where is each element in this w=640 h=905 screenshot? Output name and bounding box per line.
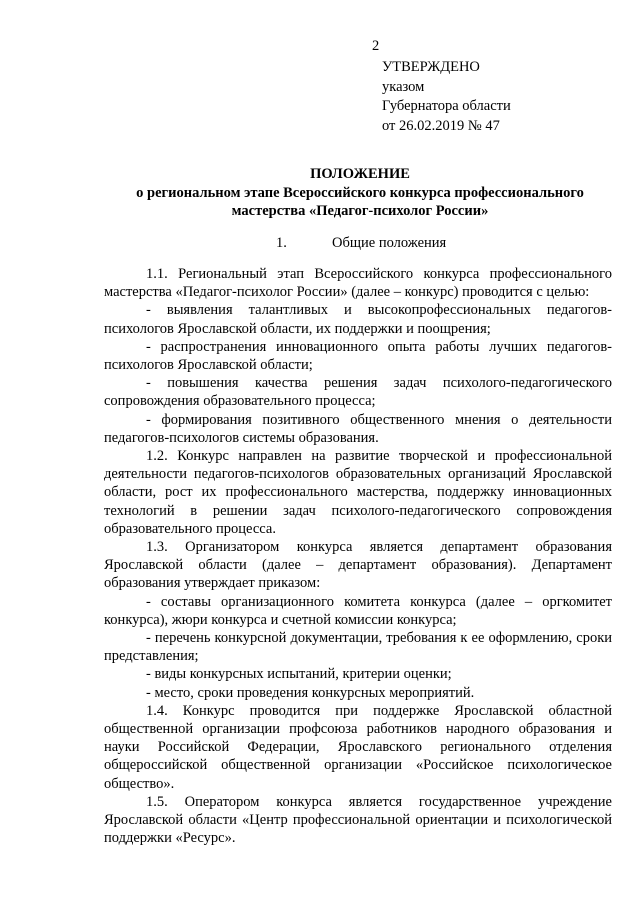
list-item: - перечень конкурсной документации, требования к ее оформлению, сроки представления;	[104, 630, 612, 665]
list-item: - повышения качества решения задач психолого-педагогического сопровождения образовательного процесса;	[104, 375, 612, 410]
paragraph: 1.4. Конкурс проводится при поддержке Ярославской областной общественной организации профсоюза работников народного образования и науки Российской Федерации, Ярославского регионального отделения общероссийской общественной организации «Российское психологическое общество».	[104, 702, 612, 792]
document-body	[104, 265, 612, 848]
list-item: - выявления талантливых и высокопрофессиональных педагогов-психологов Ярославской области, их поддержки и поощрения;	[104, 302, 612, 337]
document-subtitle: о региональном этапе Всероссийского конкурса профессионального	[136, 184, 584, 201]
paragraph: 1.1. Региональный этап Всероссийского конкурса профессионального мастерства «Педагог-психолог России» (далее – конкурс) проводится с целью:	[104, 266, 612, 301]
document-title: ПОЛОЖЕНИЕ	[310, 166, 410, 182]
list-item: - формирования позитивного общественного мнения о деятельности педагогов-психологов системы образования.	[104, 411, 612, 446]
paragraph: 1.2. Конкурс направлен на развитие творческой и профессиональной деятельности педагогов-психологов образовательных организаций Ярославской области, рост их профессионального мастерства, поддержку инновационных технологий в решении задач психолого-педагогического сопровождения образовательного процесса.	[104, 448, 612, 537]
approval-stamp	[382, 58, 511, 136]
section-number: 1.	[276, 235, 287, 251]
approval-line: Губернатора области	[382, 98, 511, 114]
approval-line: УТВЕРЖДЕНО	[382, 59, 480, 75]
section-title: Общие положения	[332, 235, 447, 251]
list-item: - виды конкурсных испытаний, критерии оценки;	[146, 666, 452, 683]
approval-line: от 26.02.2019 № 47	[382, 117, 500, 134]
document-subtitle: мастерства «Педагог-психолог России»	[231, 203, 489, 219]
page-number: 2	[372, 38, 380, 54]
section-heading	[276, 234, 446, 253]
list-item: - составы организационного комитета конкурса (далее – оргкомитет конкурса), жюри конкурса и счетной комиссии конкурса;	[104, 593, 612, 628]
paragraph: 1.3. Организатором конкурса является департамент образования Ярославской области (далее – департамент образования). Департамент образования утверждает приказом:	[104, 539, 612, 592]
list-item: - место, сроки проведения конкурсных мероприятий.	[146, 684, 475, 701]
list-item: - распространения инновационного опыта работы лучших педагогов-психологов Ярославской области;	[104, 338, 612, 374]
approval-line: указом	[382, 78, 425, 95]
paragraph: 1.5. Оператором конкурса является государственное учреждение Ярославской области «Центр профессиональной ориентации и психологической поддержки «Ресурс».	[104, 793, 612, 847]
